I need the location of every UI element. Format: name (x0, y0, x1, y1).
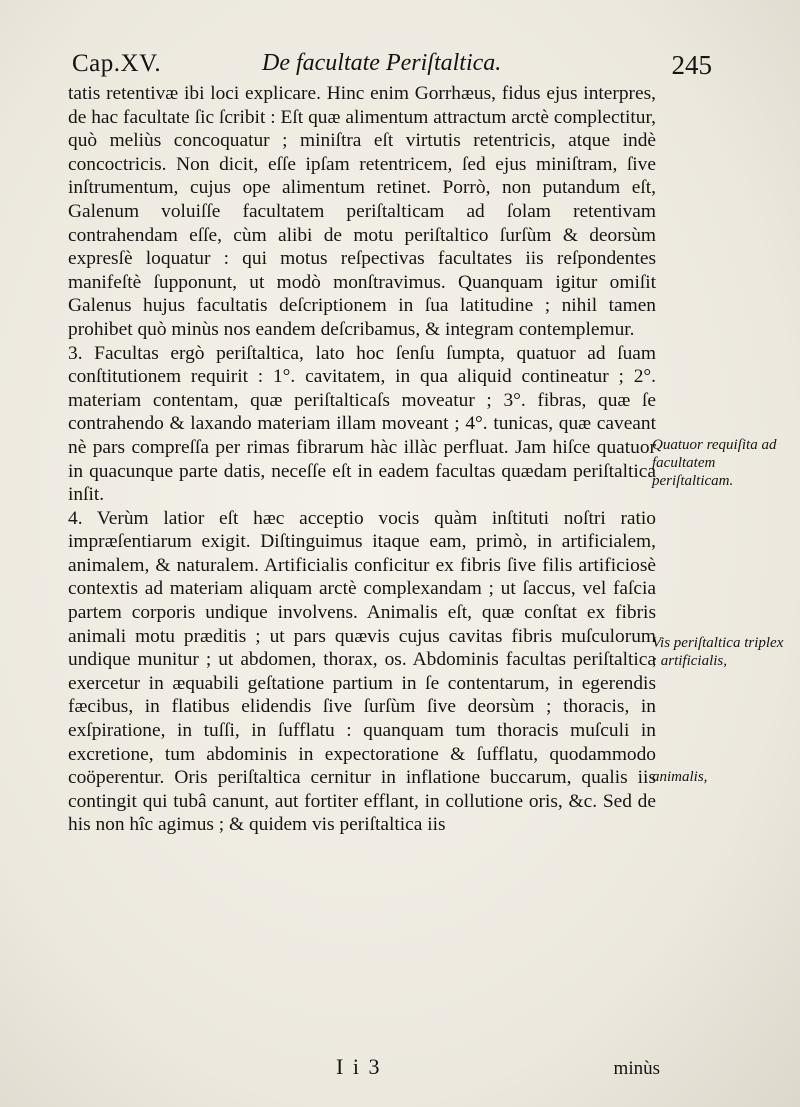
paragraph-3: 3. Facultas ergò periſtaltica, lato hoc ſenſu ſumpta, quatuor ad ſuam conſtitutionem requirit : 1°. cavitatem, in qua aliquid contineatur ; 2°. materiam contentam, quæ periſtalticaſs moveatur ; 3°. fibras, quæ ſe contrahendo & laxando materiam illam moveant ; 4°. tunicas, quæ caveant nè pars compreſſa per rimas fibrarum hàc illàc perfluat. Jam hiſce quatuor in quacunque parte datis, neceſſe eſt in eadem facultas quædam periſtaltica inſit. (68, 342, 656, 506)
page-header (72, 50, 712, 86)
chapter-label: Cap.XV. (72, 50, 162, 77)
signature-mark: I i 3 (336, 1054, 382, 1079)
margin-note-animalis: animalis, (652, 769, 708, 785)
body-text (68, 82, 656, 837)
margin-note-triplex: Vis periſtaltica triplex ; artificialis, (652, 635, 784, 669)
running-title: De facultate Periſtaltica. (262, 50, 502, 76)
paragraph-4: 4. Verùm latior eſt hæc acceptio vocis quàm inſtituti noſtri ratio impræſentiarum exigit. Diſtinguimus itaque eam, primò, in artificialem, animalem, & naturalem. Artificialis conficitur ex fibris ſive filis artificiosè contextis ad materiam aliquam arctè complexandam ; ut ſaccus, vel faſcia partem corporis undique involvens. Animalis eſt, quæ conſtat ex fibris animali motu præditis ; ut pars quævis cujus cavitas fibris muſculorum undique munitur ; ut abdomen, thorax, os. Abdominis facultas periſtaltica exercetur in æquabili geſtatione partium in ſe contentarum, in egerendis fæcibus, in flatibus elidendis ſive ſurſùm ſive deorsùm ; thoracis, in exſpiratione, in tuſſi, in ſufflatu : quanquam tum thoracis muſculi in excretione, tum abdominis in expectoratione & ſufflatu, quodammodo coöperentur. Oris periſtaltica cernitur in inflatione buccarum, qualis iis contingit qui tubâ canunt, aut fortiter efflant, in collutione oris, &c. Sed de his non hîc agimus ; & quidem vis periſtaltica iis (68, 507, 656, 836)
page-number: 245 (671, 50, 712, 80)
catchword: minùs (613, 1058, 660, 1079)
page-footer (68, 1052, 660, 1092)
paragraph-continuation: tatis retentivæ ibi loci explicare. Hinc enim Gorrhæus, fidus ejus interpres, de hac facultate ſic ſcribit : Eſt quæ alimentum attractum arctè complectitur, quò meliùs concoquatur ; miniſtra eſt virtutis retentricis, atque indè concoctricis. Non dicit, eſſe ipſam retentricem, ſed ejus miniſtram, ſive inſtrumentum, cujus ope alimentum retinet. Porrò, non putandum eſt, Galenum voluiſſe facultatem periſtalticam ad ſolam retentivam contrahendam eſſe, cùm alibi de motu periſtaltico ſurſùm & deorsùm expresſè loquatur : qui motus reſpectivas facultates iis reſpondentes manifeſtè ſupponunt, ut modò monſtravimus. Quanquam igitur omiſit Galenus hujus facultatis deſcriptionem in ſua latitudine ; nihil tamen prohibet quò minùs nos eandem deſcribamus, & integram contemplemur. (68, 83, 656, 340)
margin-note-requisites: Quatuor requiſita ad facultatem periſtalticam. (652, 437, 777, 489)
